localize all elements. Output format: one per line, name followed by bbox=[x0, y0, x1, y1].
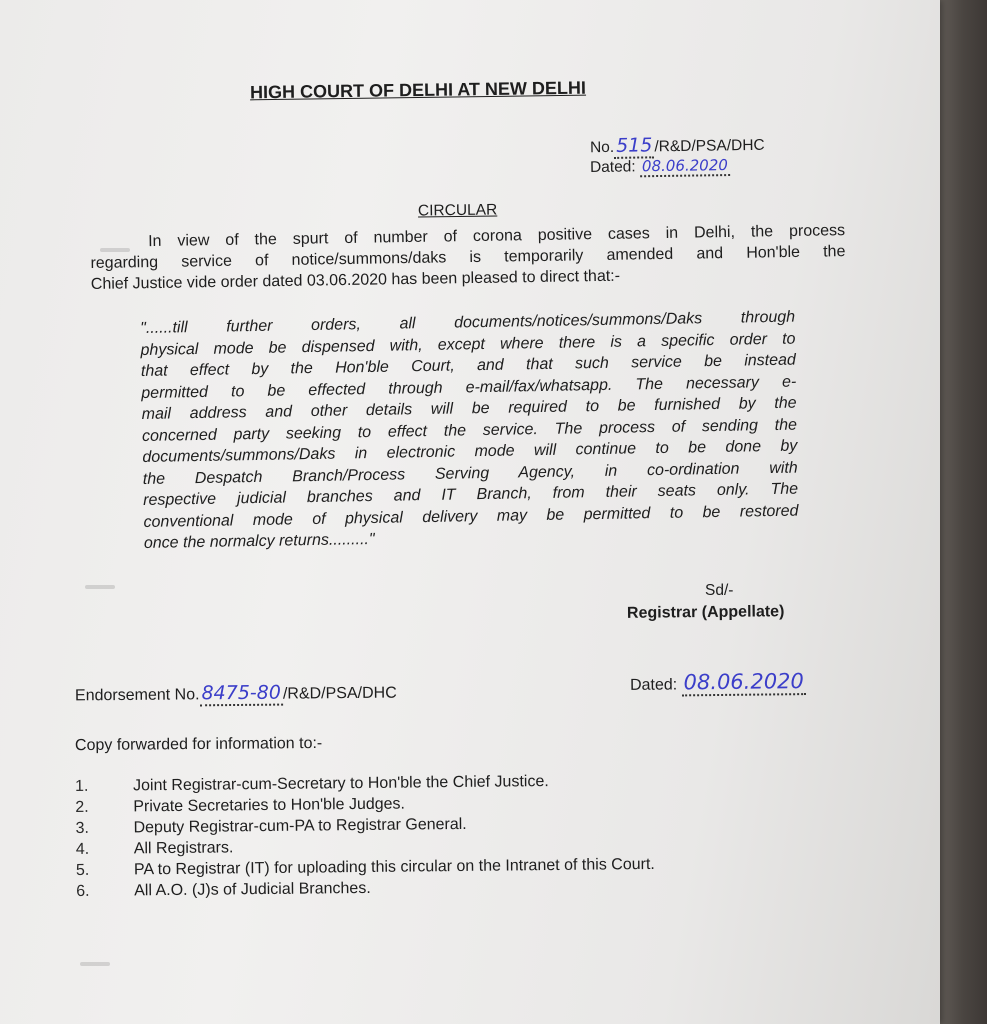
copy-forwarded-heading: Copy forwarded for information to:- bbox=[74, 734, 323, 755]
circular-date-line bbox=[590, 156, 730, 177]
quote-line: once the normalcy returns........." bbox=[143, 530, 375, 552]
list-item-text: Joint Registrar-cum-Secretary to Hon'ble the Chief Justice. bbox=[133, 773, 549, 795]
circular-number-suffix: /R&D/PSA/DHC bbox=[654, 136, 765, 156]
list-item-number: 1. bbox=[75, 777, 89, 795]
list-item-number: 6. bbox=[76, 882, 90, 900]
endorsement-date-line bbox=[630, 669, 806, 695]
intro-line: Chief Justice vide order dated 03.06.2020 has been pleased to direct that:- bbox=[90, 267, 621, 293]
intro-line: In view of the spurt of number of corona positive cases in Delhi, the process bbox=[148, 222, 846, 251]
list-item-text: All Registrars. bbox=[133, 839, 234, 858]
list-item-text: PA to Registrar (IT) for uploading this circular on the Intranet of this Court. bbox=[133, 855, 655, 879]
quote-line: physical mode be dispensed with, except where there is a specific order to bbox=[140, 330, 796, 359]
quote-line: mail address and other details will be required to be furnished by the bbox=[141, 394, 797, 423]
endorsement-date-handwritten: 08.06.2020 bbox=[681, 669, 806, 696]
list-item-text: Deputy Registrar-cum-PA to Registrar General. bbox=[133, 815, 467, 837]
signature-mark: Sd/- bbox=[705, 582, 734, 599]
circular-date-label: Dated: bbox=[589, 158, 636, 176]
intro-line: regarding service of notice/summons/daks is temporarily amended and Hon'ble the bbox=[90, 243, 846, 272]
circular-number-handwritten: 515 bbox=[614, 134, 655, 159]
paper-smudge bbox=[85, 585, 115, 589]
circular-number-line bbox=[590, 133, 765, 157]
distribution-list bbox=[75, 768, 836, 902]
endorsement-date-label: Dated: bbox=[629, 676, 678, 694]
court-title: HIGH COURT OF DELHI AT NEW DELHI bbox=[249, 77, 587, 103]
list-item-text: Private Secretaries to Hon'ble Judges. bbox=[133, 795, 406, 816]
quote-line: respective judicial branches and IT Branch, from their seats only. The bbox=[143, 480, 799, 509]
quoted-order bbox=[140, 307, 799, 555]
list-item-number: 5. bbox=[75, 861, 90, 879]
endorsement-label: Endorsement No. bbox=[74, 686, 200, 705]
list-item-text: All A.O. (J)s of Judicial Branches. bbox=[134, 879, 371, 900]
circular-date-handwritten: 08.06.2020 bbox=[640, 156, 730, 177]
quote-line: conventional mode of physical delivery may be permitted to be restored bbox=[143, 502, 799, 531]
circular-heading: CIRCULAR bbox=[417, 201, 498, 220]
quote-line: the Despatch Branch/Process Serving Agency, in co-ordination with bbox=[142, 459, 798, 488]
paper-smudge bbox=[100, 248, 130, 252]
quote-line: permitted to be effected through e-mail/fax/whatsapp. The necessary e- bbox=[141, 373, 797, 402]
quote-line: "......till further orders, all documents/notices/summons/Daks through bbox=[140, 308, 796, 337]
list-item-number: 4. bbox=[75, 840, 90, 858]
quote-line: documents/summons/Daks in electronic mode will continue to be done by bbox=[142, 437, 798, 466]
paper-smudge bbox=[80, 962, 110, 966]
signatory-designation: Registrar (Appellate) bbox=[626, 603, 785, 622]
endorsement-number-line bbox=[75, 681, 397, 706]
list-item-number: 3. bbox=[75, 819, 89, 837]
endorsement-suffix: /R&D/PSA/DHC bbox=[282, 684, 397, 703]
quote-line: concerned party seeking to effect the service. The process of sending the bbox=[141, 416, 798, 445]
intro-paragraph bbox=[90, 220, 846, 295]
circular-number-label: No. bbox=[589, 138, 615, 157]
quote-line: that effect by the Hon'ble Court, and that such service be instead bbox=[140, 351, 796, 380]
endorsement-number-handwritten: 8475-80 bbox=[199, 682, 283, 707]
list-item-number: 2. bbox=[75, 798, 89, 816]
